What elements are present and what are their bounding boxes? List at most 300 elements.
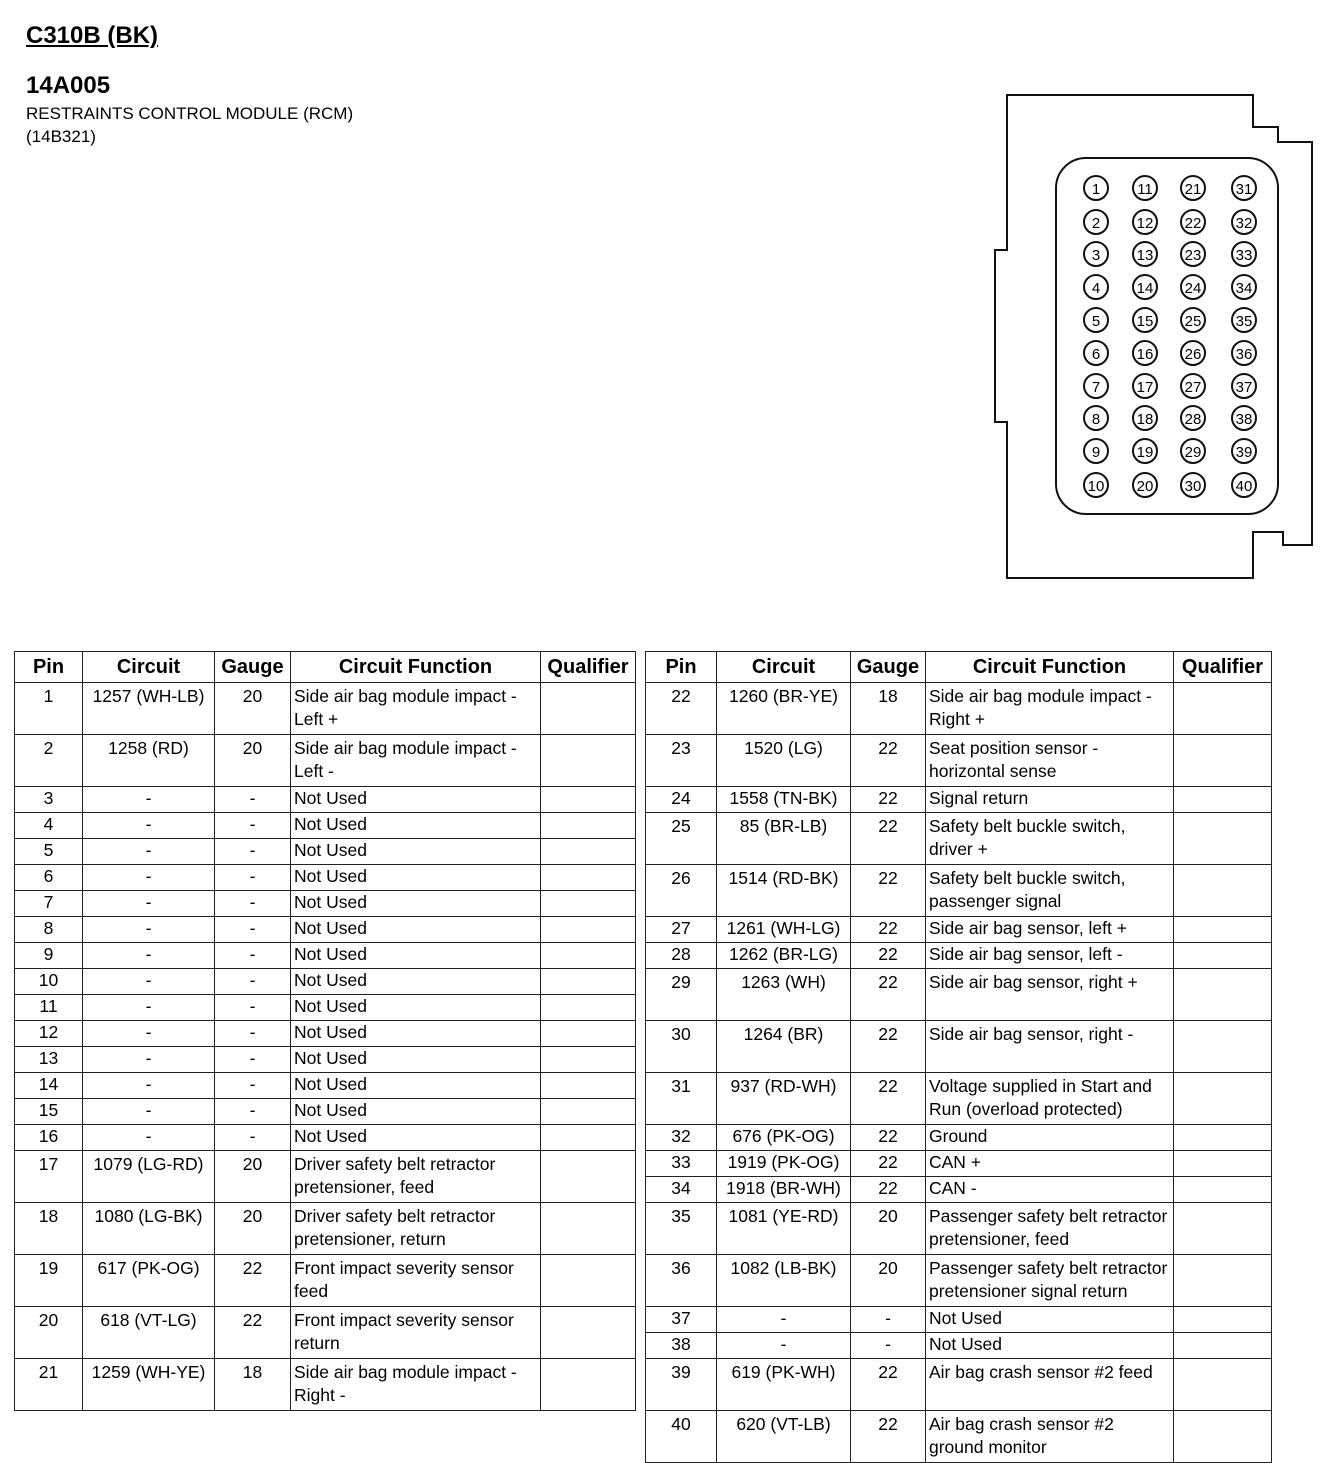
pin-number: 13 — [1136, 247, 1154, 264]
cell-pin: 6 — [15, 865, 83, 891]
cell-function: Side air bag module impact - Left - — [291, 735, 541, 787]
cell-function: Not Used — [291, 787, 541, 813]
column-header-gauge: Gauge — [215, 652, 291, 683]
cell-pin: 29 — [646, 969, 717, 1021]
table-row — [15, 1151, 636, 1203]
pin-number: 39 — [1235, 444, 1253, 461]
cell-function: Front impact severity sensor feed — [291, 1255, 541, 1307]
cell-gauge: - — [215, 1125, 291, 1151]
cell-pin: 1 — [15, 683, 83, 735]
connector-pin — [1133, 308, 1157, 332]
cell-qualifier — [1174, 865, 1272, 917]
connector-pin — [1084, 374, 1108, 398]
table-row — [15, 1125, 636, 1151]
cell-gauge: - — [215, 865, 291, 891]
pin-number: 5 — [1091, 313, 1101, 330]
column-header-circuit: Circuit — [717, 652, 851, 683]
connector-pin — [1181, 406, 1205, 430]
cell-pin: 39 — [646, 1359, 717, 1411]
cell-pin: 18 — [15, 1203, 83, 1255]
table-row — [15, 917, 636, 943]
connector-pin — [1133, 242, 1157, 266]
cell-circuit: - — [83, 813, 215, 839]
cell-gauge: - — [215, 917, 291, 943]
connector-pin — [1232, 473, 1256, 497]
column-header-qualifier: Qualifier — [1174, 652, 1272, 683]
cell-pin: 31 — [646, 1073, 717, 1125]
cell-pin: 33 — [646, 1151, 717, 1177]
connector-pin — [1181, 473, 1205, 497]
pin-number: 19 — [1136, 444, 1154, 461]
table-row — [646, 1021, 1272, 1073]
cell-circuit: 1264 (BR) — [717, 1021, 851, 1073]
table-row — [646, 787, 1272, 813]
pin-number: 36 — [1235, 346, 1253, 363]
cell-pin: 28 — [646, 943, 717, 969]
column-header-function: Circuit Function — [926, 652, 1174, 683]
cell-qualifier — [1174, 1073, 1272, 1125]
cell-pin: 9 — [15, 943, 83, 969]
table-row — [646, 1255, 1272, 1307]
pin-number: 8 — [1091, 411, 1101, 428]
table-row — [646, 1125, 1272, 1151]
table-row — [646, 1333, 1272, 1359]
connector-pin — [1232, 176, 1256, 200]
cell-pin: 36 — [646, 1255, 717, 1307]
cell-pin: 16 — [15, 1125, 83, 1151]
cell-pin: 5 — [15, 839, 83, 865]
cell-function: Seat position sensor - horizontal sense — [926, 735, 1174, 787]
cell-function: Not Used — [926, 1333, 1174, 1359]
cell-circuit: - — [83, 917, 215, 943]
cell-gauge: - — [215, 995, 291, 1021]
cell-function: CAN - — [926, 1177, 1174, 1203]
cell-circuit: - — [717, 1307, 851, 1333]
column-header-function: Circuit Function — [291, 652, 541, 683]
cell-gauge: 22 — [851, 943, 926, 969]
module-name: RESTRAINTS CONTROL MODULE (RCM) — [26, 104, 354, 123]
cell-circuit: 1514 (RD-BK) — [717, 865, 851, 917]
table-row — [646, 1177, 1272, 1203]
connector-pin — [1181, 308, 1205, 332]
pin-number: 34 — [1235, 280, 1253, 297]
table-row — [15, 969, 636, 995]
connector-pin — [1232, 275, 1256, 299]
table-row — [15, 787, 636, 813]
cell-pin: 32 — [646, 1125, 717, 1151]
cell-function: CAN + — [926, 1151, 1174, 1177]
cell-function: Not Used — [926, 1307, 1174, 1333]
cell-gauge: - — [215, 943, 291, 969]
cell-function: Air bag crash sensor #2 ground monitor — [926, 1411, 1174, 1463]
cell-qualifier — [541, 969, 636, 995]
cell-circuit: - — [83, 1125, 215, 1151]
cell-circuit: 1079 (LG-RD) — [83, 1151, 215, 1203]
pin-number: 6 — [1091, 346, 1101, 363]
cell-gauge: - — [215, 839, 291, 865]
pin-number: 40 — [1235, 478, 1253, 495]
cell-circuit: 1080 (LG-BK) — [83, 1203, 215, 1255]
cell-gauge: - — [215, 891, 291, 917]
connector-pin — [1181, 242, 1205, 266]
cell-qualifier — [1174, 735, 1272, 787]
cell-pin: 15 — [15, 1099, 83, 1125]
cell-function: Side air bag sensor, left + — [926, 917, 1174, 943]
connector-pin — [1133, 341, 1157, 365]
cell-gauge: 22 — [851, 1021, 926, 1073]
connector-pin — [1133, 374, 1157, 398]
cell-qualifier — [541, 683, 636, 735]
pin-number: 1 — [1091, 181, 1101, 198]
connector-pin — [1084, 308, 1108, 332]
cell-function: Not Used — [291, 891, 541, 917]
connector-pin — [1084, 341, 1108, 365]
column-header-gauge: Gauge — [851, 652, 926, 683]
cell-qualifier — [541, 735, 636, 787]
cell-pin: 17 — [15, 1151, 83, 1203]
cell-gauge: - — [215, 1099, 291, 1125]
cell-pin: 27 — [646, 917, 717, 943]
cell-pin: 22 — [646, 683, 717, 735]
cell-qualifier — [1174, 943, 1272, 969]
cell-gauge: - — [215, 1073, 291, 1099]
cell-pin: 25 — [646, 813, 717, 865]
column-header-qualifier: Qualifier — [541, 652, 636, 683]
cell-qualifier — [1174, 1151, 1272, 1177]
cell-pin: 8 — [15, 917, 83, 943]
cell-qualifier — [1174, 1359, 1272, 1411]
cell-pin: 13 — [15, 1047, 83, 1073]
cell-gauge: 22 — [851, 1073, 926, 1125]
pin-number: 37 — [1235, 379, 1253, 396]
cell-qualifier — [1174, 1177, 1272, 1203]
cell-gauge: 20 — [215, 735, 291, 787]
table-row — [15, 735, 636, 787]
cell-qualifier — [1174, 917, 1272, 943]
cell-gauge: - — [215, 969, 291, 995]
cell-qualifier — [541, 1073, 636, 1099]
pin-number: 29 — [1184, 444, 1202, 461]
pin-number: 18 — [1136, 411, 1154, 428]
cell-circuit: 1918 (BR-WH) — [717, 1177, 851, 1203]
pin-number: 10 — [1087, 478, 1105, 495]
part-number: 14A005 — [26, 72, 111, 99]
cell-circuit: - — [83, 787, 215, 813]
cell-function: Not Used — [291, 917, 541, 943]
table-row — [646, 917, 1272, 943]
cell-circuit: 1558 (TN-BK) — [717, 787, 851, 813]
pin-number: 9 — [1091, 444, 1101, 461]
cell-gauge: 22 — [851, 1125, 926, 1151]
table-row — [15, 995, 636, 1021]
cell-circuit: - — [83, 1073, 215, 1099]
connector-pin — [1181, 439, 1205, 463]
module-code: (14B321) — [26, 127, 96, 146]
cell-gauge: 20 — [851, 1255, 926, 1307]
cell-circuit: 1257 (WH-LB) — [83, 683, 215, 735]
pin-number: 20 — [1136, 478, 1154, 495]
pin-number: 22 — [1184, 215, 1202, 232]
table-row — [646, 1359, 1272, 1411]
cell-function: Passenger safety belt retractor pretensioner signal return — [926, 1255, 1174, 1307]
pin-number: 17 — [1136, 379, 1154, 396]
cell-qualifier — [1174, 787, 1272, 813]
cell-function: Side air bag module impact - Right + — [926, 683, 1174, 735]
table-row — [646, 1307, 1272, 1333]
table-row — [15, 1307, 636, 1359]
cell-circuit: 1081 (YE-RD) — [717, 1203, 851, 1255]
cell-qualifier — [1174, 1307, 1272, 1333]
cell-gauge: 20 — [215, 683, 291, 735]
table-row — [646, 865, 1272, 917]
connector-pin — [1084, 473, 1108, 497]
cell-function: Not Used — [291, 839, 541, 865]
pin-number: 24 — [1184, 280, 1202, 297]
table-row — [646, 813, 1272, 865]
cell-qualifier — [1174, 1021, 1272, 1073]
cell-qualifier — [1174, 969, 1272, 1021]
pin-number: 28 — [1184, 411, 1202, 428]
cell-function: Side air bag sensor, right + — [926, 969, 1174, 1021]
cell-gauge: - — [215, 813, 291, 839]
cell-pin: 7 — [15, 891, 83, 917]
cell-qualifier — [1174, 1125, 1272, 1151]
cell-qualifier — [541, 1151, 636, 1203]
cell-qualifier — [541, 917, 636, 943]
connector-pin — [1133, 176, 1157, 200]
cell-pin: 19 — [15, 1255, 83, 1307]
cell-function: Side air bag sensor, left - — [926, 943, 1174, 969]
cell-gauge: 20 — [215, 1151, 291, 1203]
cell-pin: 10 — [15, 969, 83, 995]
cell-function: Not Used — [291, 943, 541, 969]
pin-number: 14 — [1136, 280, 1154, 297]
cell-gauge: 18 — [215, 1359, 291, 1411]
cell-circuit: 617 (PK-OG) — [83, 1255, 215, 1307]
cell-qualifier — [541, 1203, 636, 1255]
cell-qualifier — [541, 787, 636, 813]
table-row — [15, 891, 636, 917]
cell-gauge: 22 — [851, 917, 926, 943]
cell-circuit: - — [83, 1099, 215, 1125]
cell-circuit: 618 (VT-LG) — [83, 1307, 215, 1359]
connector-pin — [1232, 374, 1256, 398]
table-row — [15, 839, 636, 865]
pin-number: 16 — [1136, 346, 1154, 363]
cell-circuit: - — [83, 1021, 215, 1047]
connector-pin — [1133, 439, 1157, 463]
cell-circuit: 937 (RD-WH) — [717, 1073, 851, 1125]
cell-qualifier — [541, 1099, 636, 1125]
cell-function: Driver safety belt retractor pretensioner, return — [291, 1203, 541, 1255]
cell-gauge: 22 — [851, 865, 926, 917]
pin-number: 3 — [1091, 247, 1101, 264]
table-row — [646, 1073, 1272, 1125]
cell-gauge: 18 — [851, 683, 926, 735]
pin-number: 4 — [1091, 280, 1101, 297]
cell-gauge: - — [215, 1047, 291, 1073]
column-header-circuit: Circuit — [83, 652, 215, 683]
cell-function: Not Used — [291, 995, 541, 1021]
cell-pin: 34 — [646, 1177, 717, 1203]
cell-qualifier — [541, 1047, 636, 1073]
connector-pin — [1084, 406, 1108, 430]
pin-number: 32 — [1235, 215, 1253, 232]
cell-pin: 26 — [646, 865, 717, 917]
cell-function: Passenger safety belt retractor pretensioner, feed — [926, 1203, 1174, 1255]
cell-qualifier — [541, 1125, 636, 1151]
connector-outline — [995, 95, 1312, 578]
pin-number: 33 — [1235, 247, 1253, 264]
table-row — [646, 1203, 1272, 1255]
connector-pin — [1181, 210, 1205, 234]
pin-number: 31 — [1235, 181, 1253, 198]
cell-qualifier — [1174, 1255, 1272, 1307]
cell-gauge: 22 — [851, 787, 926, 813]
table-row — [646, 683, 1272, 735]
cell-qualifier — [541, 1307, 636, 1359]
cell-circuit: 1259 (WH-YE) — [83, 1359, 215, 1411]
cell-pin: 20 — [15, 1307, 83, 1359]
table-row — [15, 865, 636, 891]
cell-qualifier — [541, 1255, 636, 1307]
cell-gauge: 20 — [851, 1203, 926, 1255]
cell-qualifier — [541, 839, 636, 865]
cell-circuit: 1520 (LG) — [717, 735, 851, 787]
table-row — [646, 943, 1272, 969]
cell-pin: 12 — [15, 1021, 83, 1047]
cell-function: Driver safety belt retractor pretensioner, feed — [291, 1151, 541, 1203]
table-row — [646, 969, 1272, 1021]
connector-pin — [1232, 406, 1256, 430]
pin-number: 26 — [1184, 346, 1202, 363]
cell-gauge: 22 — [851, 1411, 926, 1463]
column-header-pin: Pin — [646, 652, 717, 683]
cell-circuit: 85 (BR-LB) — [717, 813, 851, 865]
connector-face-diagram — [0, 0, 1340, 600]
cell-pin: 40 — [646, 1411, 717, 1463]
table-row — [15, 1047, 636, 1073]
cell-circuit: - — [83, 1047, 215, 1073]
connector-pin — [1084, 439, 1108, 463]
cell-function: Not Used — [291, 1021, 541, 1047]
pinout-table-right — [645, 651, 1272, 1463]
cell-pin: 2 — [15, 735, 83, 787]
pin-number: 2 — [1091, 215, 1101, 232]
table-row — [15, 943, 636, 969]
cell-function: Voltage supplied in Start and Run (overload protected) — [926, 1073, 1174, 1125]
cell-gauge: - — [851, 1333, 926, 1359]
table-row — [646, 1411, 1272, 1463]
cell-function: Not Used — [291, 1099, 541, 1125]
cell-circuit: 1260 (BR-YE) — [717, 683, 851, 735]
cell-circuit: - — [83, 969, 215, 995]
cell-circuit: 1082 (LB-BK) — [717, 1255, 851, 1307]
pin-number: 35 — [1235, 313, 1253, 330]
connector-pin — [1181, 341, 1205, 365]
connector-pin — [1084, 210, 1108, 234]
cell-gauge: - — [851, 1307, 926, 1333]
cell-pin: 21 — [15, 1359, 83, 1411]
cell-circuit: - — [83, 865, 215, 891]
cell-qualifier — [1174, 1333, 1272, 1359]
cell-function: Safety belt buckle switch, driver + — [926, 813, 1174, 865]
cell-gauge: 22 — [851, 1359, 926, 1411]
cell-pin: 11 — [15, 995, 83, 1021]
pin-number: 12 — [1136, 215, 1154, 232]
cell-function: Air bag crash sensor #2 feed — [926, 1359, 1174, 1411]
cell-qualifier — [541, 995, 636, 1021]
cell-circuit: - — [83, 891, 215, 917]
table-row — [15, 1073, 636, 1099]
cell-gauge: 22 — [851, 735, 926, 787]
cell-qualifier — [1174, 1203, 1272, 1255]
table-row — [15, 1203, 636, 1255]
cell-function: Side air bag module impact - Left + — [291, 683, 541, 735]
cell-pin: 37 — [646, 1307, 717, 1333]
cell-pin: 14 — [15, 1073, 83, 1099]
pinout-table-left — [14, 651, 636, 1411]
cell-function: Signal return — [926, 787, 1174, 813]
cell-gauge: 22 — [851, 1151, 926, 1177]
pin-number: 25 — [1184, 313, 1202, 330]
connector-pin — [1133, 210, 1157, 234]
cell-function: Not Used — [291, 865, 541, 891]
cell-function: Safety belt buckle switch, passenger signal — [926, 865, 1174, 917]
cell-circuit: 1262 (BR-LG) — [717, 943, 851, 969]
cell-gauge: 22 — [851, 813, 926, 865]
cell-qualifier — [541, 865, 636, 891]
cell-pin: 38 — [646, 1333, 717, 1359]
pin-number: 15 — [1136, 313, 1154, 330]
cell-gauge: - — [215, 787, 291, 813]
cell-gauge: 22 — [851, 969, 926, 1021]
cell-function: Side air bag module impact - Right - — [291, 1359, 541, 1411]
cell-gauge: 22 — [215, 1307, 291, 1359]
cell-gauge: 20 — [215, 1203, 291, 1255]
table-row — [646, 735, 1272, 787]
pin-number: 7 — [1091, 379, 1101, 396]
connector-pin — [1084, 275, 1108, 299]
connector-pin — [1232, 341, 1256, 365]
cell-pin: 30 — [646, 1021, 717, 1073]
connector-id-title: C310B (BK) — [26, 22, 159, 49]
cell-circuit: - — [83, 995, 215, 1021]
cell-gauge: - — [215, 1021, 291, 1047]
cell-pin: 24 — [646, 787, 717, 813]
cell-circuit: 1263 (WH) — [717, 969, 851, 1021]
cell-function: Not Used — [291, 1073, 541, 1099]
cell-qualifier — [1174, 813, 1272, 865]
pin-number: 23 — [1184, 247, 1202, 264]
connector-pin — [1084, 242, 1108, 266]
table-row — [15, 1359, 636, 1411]
cell-function: Ground — [926, 1125, 1174, 1151]
cell-circuit: - — [717, 1333, 851, 1359]
cell-gauge: 22 — [851, 1177, 926, 1203]
cell-circuit: 676 (PK-OG) — [717, 1125, 851, 1151]
cell-circuit: 1261 (WH-LG) — [717, 917, 851, 943]
table-row — [646, 1151, 1272, 1177]
pin-number: 11 — [1137, 181, 1153, 198]
cell-qualifier — [541, 1359, 636, 1411]
table-row — [15, 1021, 636, 1047]
connector-pin — [1232, 210, 1256, 234]
connector-pin — [1181, 374, 1205, 398]
cell-qualifier — [1174, 683, 1272, 735]
connector-pin — [1133, 275, 1157, 299]
cell-qualifier — [541, 813, 636, 839]
